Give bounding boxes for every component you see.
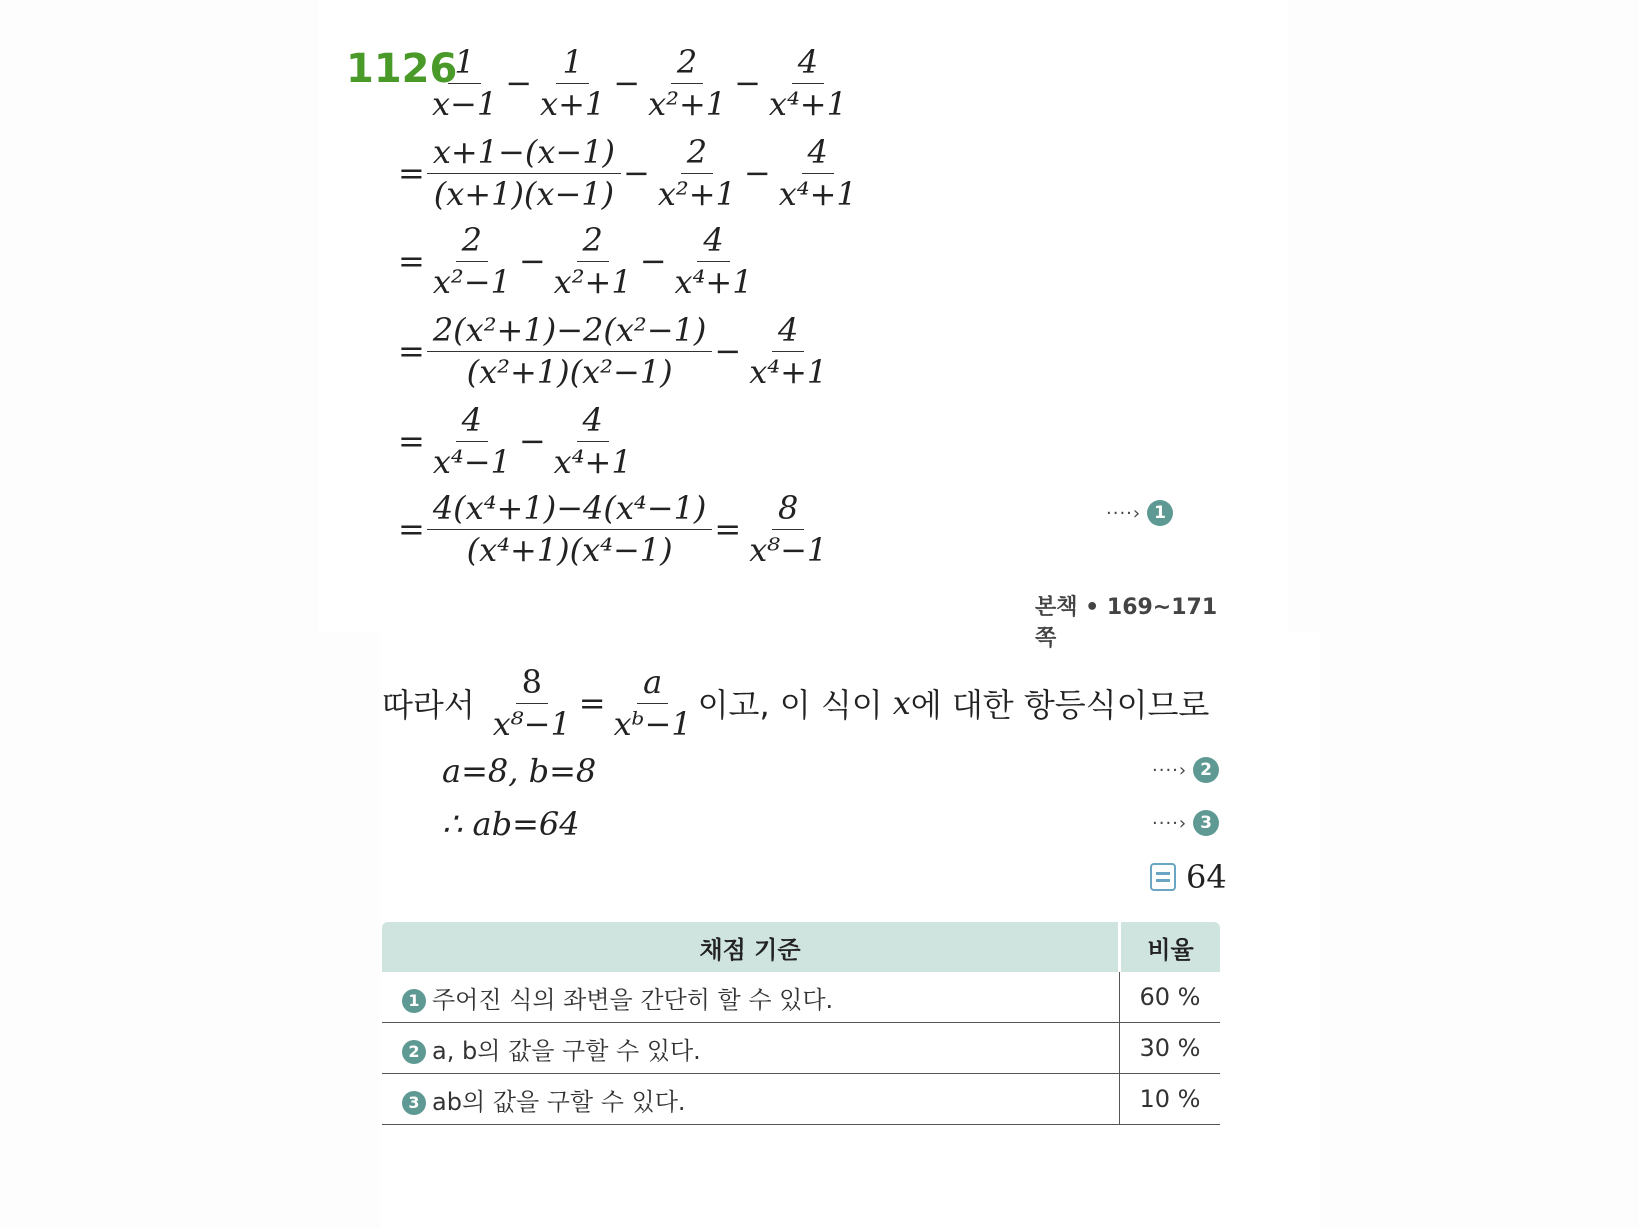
variable: x: [892, 684, 911, 723]
step-number-icon: 3: [1193, 810, 1219, 836]
equation-row: [396, 402, 638, 481]
table-row: [382, 972, 1220, 1023]
denominator: x+1: [540, 84, 606, 123]
step-number-icon: 1: [402, 989, 426, 1013]
conclusion-text: 이고, 이 식이: [697, 686, 883, 725]
step-marker-1: [1106, 500, 1173, 526]
equation-row: [396, 222, 759, 301]
denominator: xᵇ−1: [613, 704, 692, 743]
denominator: x⁴−1: [432, 442, 511, 481]
equation-row: [396, 134, 863, 213]
numerator: 2: [456, 222, 488, 262]
denominator: x²−1: [432, 262, 511, 301]
grading-table: [382, 922, 1220, 1125]
numerator: x+1−(x−1): [427, 134, 621, 174]
operator: =: [714, 510, 742, 549]
step-marker-2: [1152, 757, 1219, 783]
fraction: [487, 664, 577, 743]
answer-value: 64: [1186, 858, 1227, 896]
header-ratio: 비율: [1120, 922, 1221, 972]
table-row: [382, 1023, 1220, 1074]
operator: −: [518, 422, 546, 461]
denominator: x⁴+1: [778, 174, 857, 213]
denominator: x⁸−1: [749, 530, 828, 569]
operator: −: [518, 242, 546, 281]
criterion-text: ab의 값을 구할 수 있다.: [432, 1087, 686, 1116]
header-criterion: 채점 기준: [382, 922, 1120, 972]
operator: −: [613, 64, 641, 103]
cropped-page-header: 본책 • 169~171쪽: [1035, 595, 1218, 651]
numerator: 4: [802, 134, 834, 174]
equals-sign: =: [398, 154, 425, 193]
fraction: [642, 44, 732, 123]
criterion-text: 주어진 식의 좌변을 간단히 할 수 있다.: [432, 985, 834, 1014]
step-dots: ····›: [1152, 759, 1188, 781]
fraction: [743, 312, 833, 391]
criterion-cell: [382, 972, 1120, 1023]
numerator: a: [637, 664, 668, 704]
operator: −: [714, 332, 742, 371]
operator: −: [639, 242, 667, 281]
result-line: ∴ ab=64: [442, 805, 580, 843]
step-dots: ····›: [1106, 502, 1142, 524]
ratio-cell: 60 %: [1120, 972, 1221, 1023]
equation-row: [396, 490, 833, 569]
ratio-cell: 30 %: [1120, 1023, 1221, 1074]
denominator: x⁴+1: [749, 352, 828, 391]
denominator: x⁴+1: [553, 442, 632, 481]
equals-sign: =: [398, 242, 425, 281]
denominator: x²+1: [657, 174, 736, 213]
fraction: [773, 134, 863, 213]
operator: −: [623, 154, 650, 193]
operator: −: [734, 64, 761, 103]
denominator: (x+1)(x−1): [433, 174, 615, 213]
numerator: 4: [792, 44, 824, 84]
values-line: a=8, b=8: [442, 752, 597, 790]
table-header-row: [382, 922, 1220, 972]
fraction: [427, 222, 517, 301]
fraction: [669, 222, 759, 301]
denominator: (x²+1)(x²−1): [466, 352, 673, 391]
fraction: [427, 490, 713, 569]
conclusion-line: [382, 664, 1209, 743]
fraction: [743, 490, 833, 569]
fraction: [426, 44, 503, 123]
criterion-cell: [382, 1074, 1120, 1125]
fraction: [548, 222, 638, 301]
equals-sign: =: [398, 510, 425, 549]
step-number-icon: 2: [402, 1040, 426, 1064]
numerator: 1: [448, 44, 480, 84]
step-dots: ····›: [1152, 812, 1188, 834]
equals-sign: =: [578, 684, 606, 723]
fraction: [427, 312, 713, 391]
answer: [1150, 858, 1227, 896]
problem-number: 1126: [346, 46, 458, 92]
numerator: 8: [772, 490, 804, 530]
numerator: 1: [556, 44, 588, 84]
fraction: [548, 402, 638, 481]
criterion-text: a, b의 값을 구할 수 있다.: [432, 1036, 701, 1065]
equation-row: [426, 44, 853, 123]
numerator: 4: [577, 402, 609, 442]
numerator: 8: [516, 664, 548, 704]
step-number-icon: 3: [402, 1091, 426, 1115]
numerator: 2: [577, 222, 609, 262]
operator: −: [743, 154, 771, 193]
equals-sign: =: [398, 422, 425, 461]
answer-icon: [1150, 863, 1176, 891]
fraction: [763, 44, 853, 123]
equals-sign: =: [398, 332, 425, 371]
step-marker-3: [1152, 810, 1219, 836]
fraction: [427, 402, 517, 481]
equation-row: [396, 312, 833, 391]
criterion-cell: [382, 1023, 1120, 1074]
denominator: x−1: [432, 84, 498, 123]
conclusion-prefix: 따라서: [382, 686, 475, 725]
table-row: [382, 1074, 1220, 1125]
numerator: 4: [697, 222, 729, 262]
fraction: [427, 134, 621, 213]
denominator: x⁴+1: [768, 84, 847, 123]
numerator: 2: [681, 134, 713, 174]
numerator: 2(x²+1)−2(x²−1): [427, 312, 713, 352]
denominator: x⁸−1: [492, 704, 571, 743]
denominator: (x⁴+1)(x⁴−1): [466, 530, 673, 569]
conclusion-text: 에 대한 항등식이므로: [910, 686, 1210, 725]
fraction: [534, 44, 611, 123]
fraction: [608, 664, 698, 743]
denominator: x²+1: [648, 84, 727, 123]
step-number-icon: 2: [1193, 757, 1219, 783]
denominator: x⁴+1: [674, 262, 753, 301]
numerator: 2: [671, 44, 703, 84]
numerator: 4: [772, 312, 804, 352]
denominator: x²+1: [553, 262, 632, 301]
step-number-icon: 1: [1147, 500, 1173, 526]
numerator: 4: [456, 402, 488, 442]
operator: −: [505, 64, 533, 103]
ratio-cell: 10 %: [1120, 1074, 1221, 1125]
numerator: 4(x⁴+1)−4(x⁴−1): [427, 490, 713, 530]
fraction: [652, 134, 742, 213]
